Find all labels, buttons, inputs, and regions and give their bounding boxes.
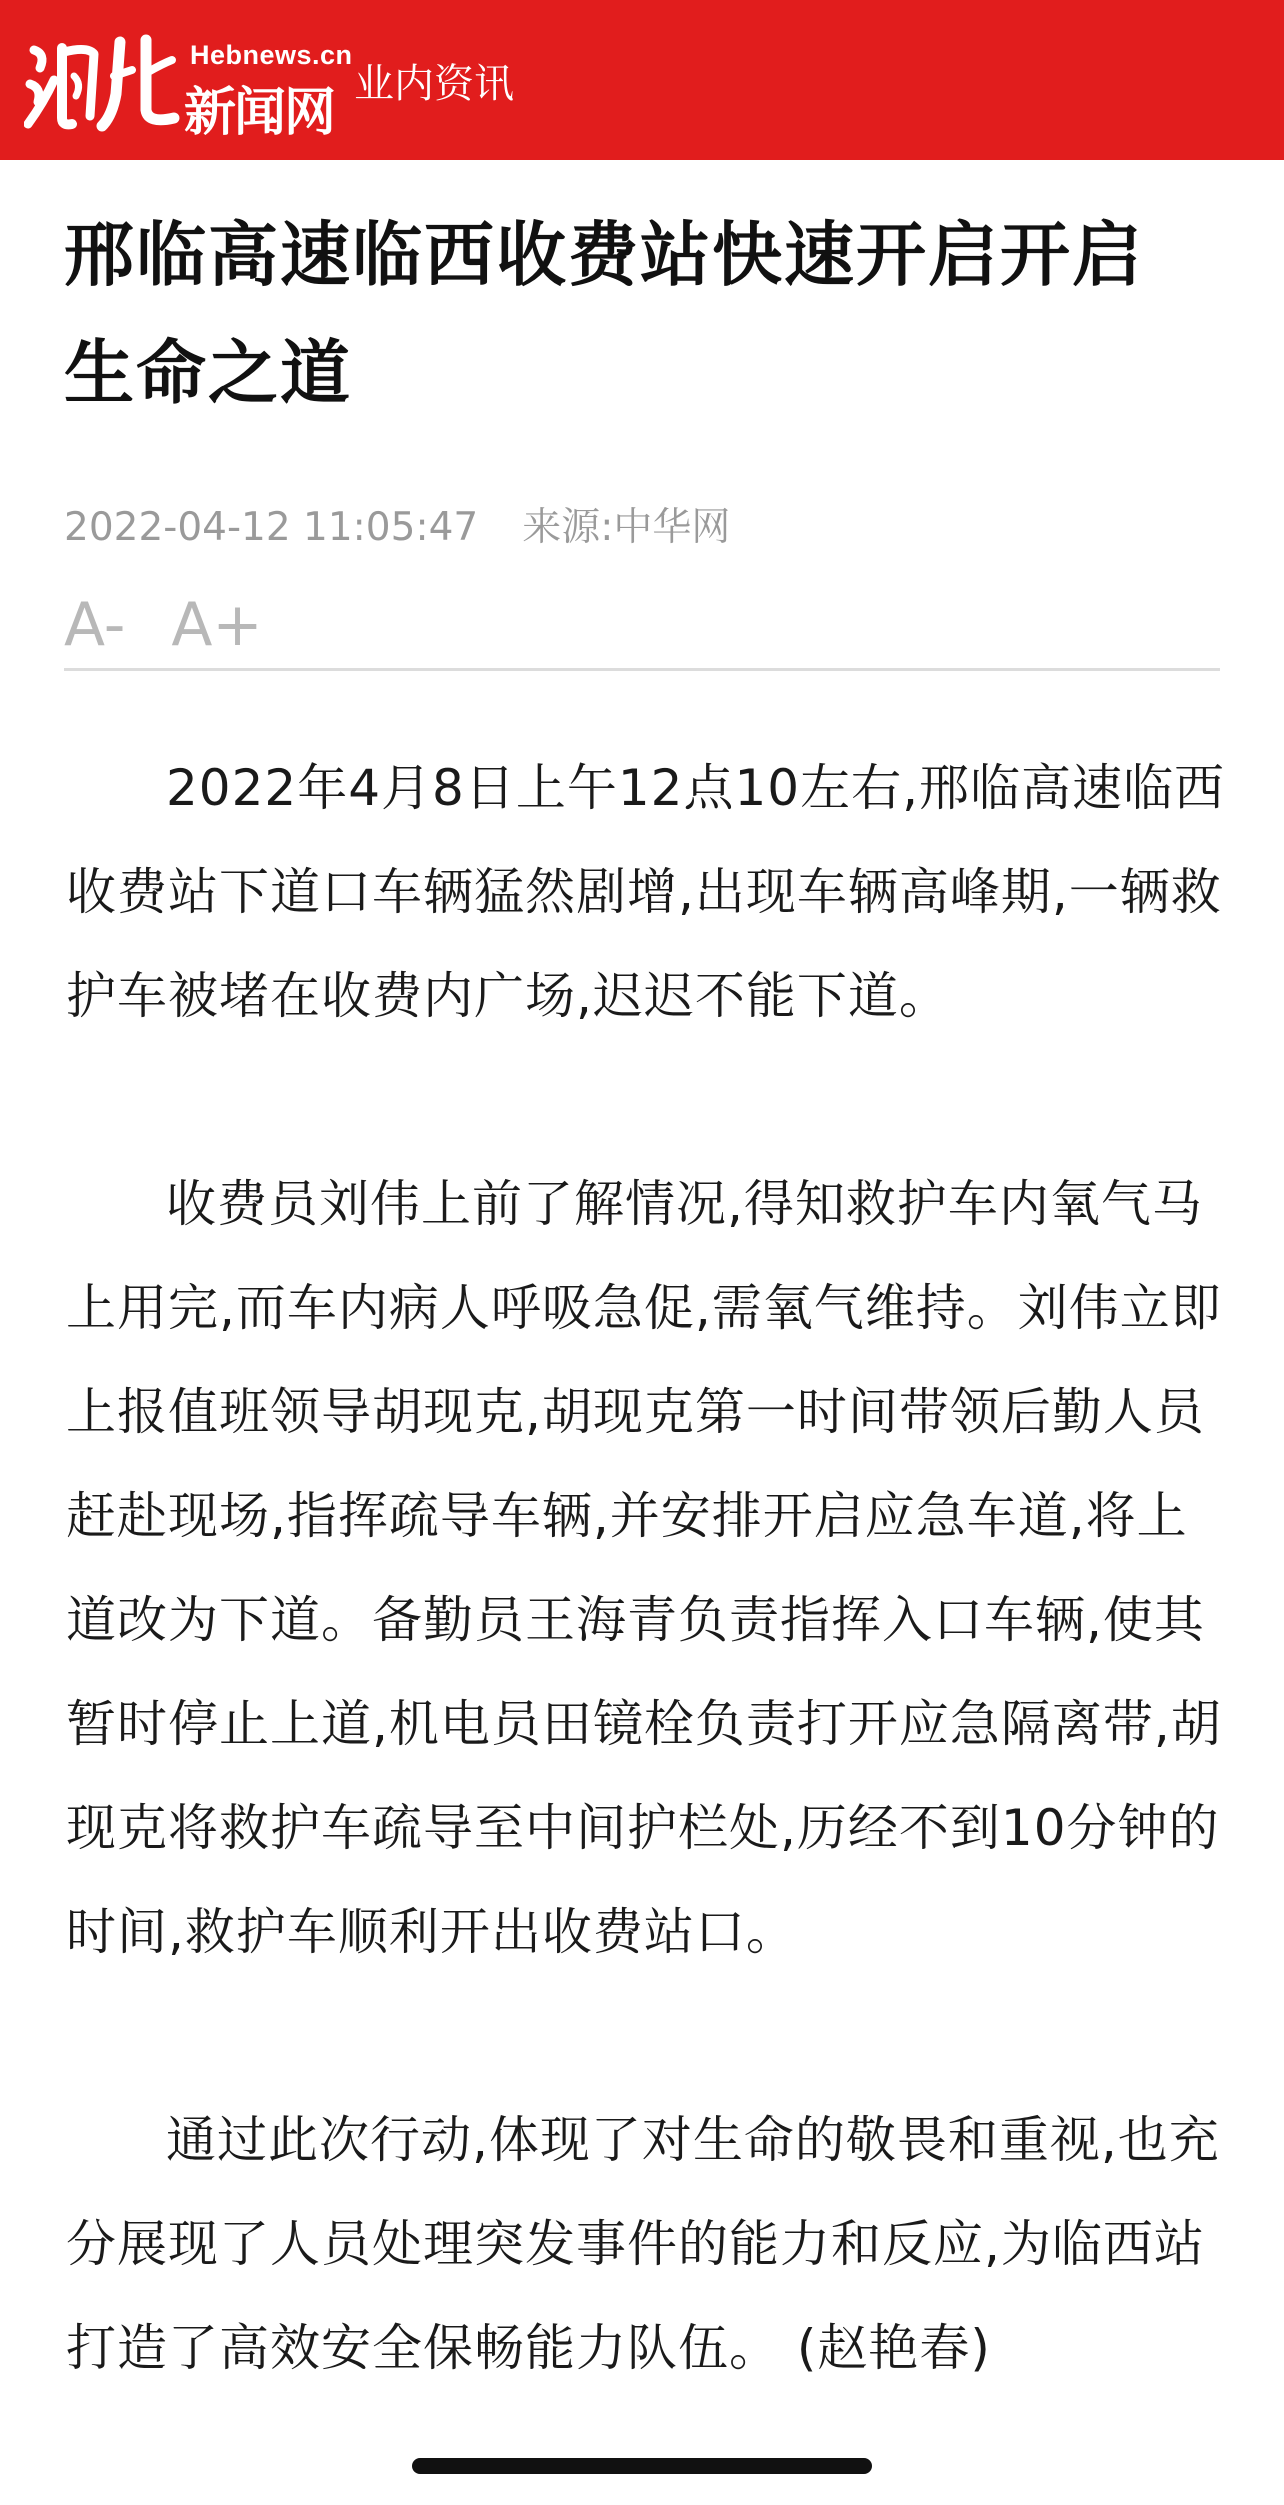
font-size-controls — [64, 590, 263, 660]
article-paragraph: 通过此次行动,体现了对生命的敬畏和重视,也充分展现了人员处理突发事件的能力和反应,为临西站打造了高效安全保畅能力队伍。 (赵艳春) — [66, 2111, 1220, 2377]
channel-label[interactable]: 业内资讯 — [354, 61, 514, 107]
logo-chinese-text: 新闻网 — [184, 83, 335, 143]
home-indicator[interactable] — [412, 2458, 872, 2474]
article-paragraph: 2022年4月8日上午12点10左右,邢临高速临西收费站下道口车辆猛然剧增,出现车辆高峰期,一辆救护车被堵在收费内广场,迟迟不能下道。 — [66, 759, 1226, 1025]
article-body — [66, 736, 1226, 2504]
increase-font-button[interactable]: A+ — [171, 590, 263, 660]
meta-divider — [64, 668, 1220, 671]
publish-date: 2022-04-12 11:05:47 — [64, 505, 479, 550]
decrease-font-button[interactable]: A- — [64, 590, 126, 660]
article-title: 邢临高速临西收费站快速开启开启生命之道 — [64, 214, 1144, 414]
top-bar — [0, 0, 1284, 160]
source-name: 中华网 — [613, 505, 731, 550]
site-logo[interactable] — [24, 26, 353, 143]
article-meta — [64, 496, 730, 552]
source-label: 来源: — [522, 505, 614, 550]
hebei-calligraphy-logo-icon — [24, 32, 182, 132]
logo-domain-text: Hebnews.cn — [190, 40, 353, 70]
article-paragraph: 收费员刘伟上前了解情况,得知救护车内氧气马上用完,而车内病人呼吸急促,需氧气维持。刘伟立即上报值班领导胡现克,胡现克第一时间带领后勤人员赶赴现场,指挥疏导车辆,并安排开启应急车道,将上道改为下道。备勤员王海青负责指挥入口车辆,使其暂时停止上道,机电员田镜栓负责打开应急隔离带,胡现克将救护车疏导至中间护栏处,历经不到10分钟的时间,救护车顺利开出收费站口。 — [66, 1175, 1222, 1961]
